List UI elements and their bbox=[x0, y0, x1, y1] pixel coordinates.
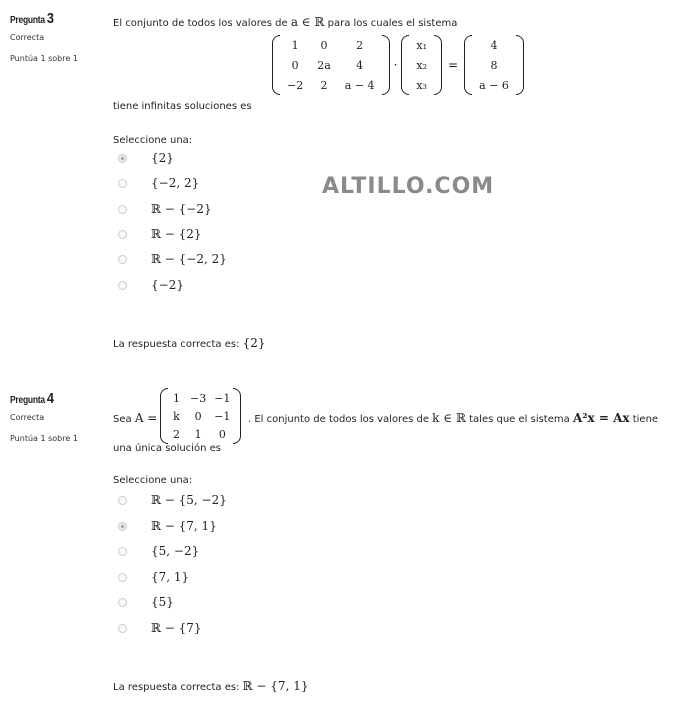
cell: −1 bbox=[214, 391, 231, 405]
option-label: ℝ − {7} bbox=[151, 621, 202, 635]
math: A²x = Ax bbox=[572, 411, 630, 425]
question-number bbox=[10, 10, 54, 27]
dot-operator: · bbox=[393, 58, 398, 72]
cell: 0 bbox=[320, 38, 328, 52]
radio-button[interactable] bbox=[118, 573, 127, 582]
cell: 1 bbox=[173, 391, 180, 405]
question-score: Puntúa 1 sobre 1 bbox=[10, 54, 78, 63]
text: tales que el sistema bbox=[465, 414, 573, 425]
cell: 4 bbox=[356, 58, 364, 72]
radio-button[interactable] bbox=[118, 154, 127, 163]
cell: x₁ bbox=[416, 38, 428, 52]
cell: −3 bbox=[190, 391, 207, 405]
radio-button[interactable] bbox=[118, 522, 127, 531]
question-text-start bbox=[113, 411, 157, 425]
answer-label: La respuesta correcta es: bbox=[113, 339, 243, 350]
cell: a − 4 bbox=[344, 78, 375, 92]
option[interactable] bbox=[116, 618, 202, 638]
cell: 0 bbox=[218, 427, 226, 441]
cell: 2 bbox=[320, 78, 328, 92]
matrix-A bbox=[160, 388, 241, 444]
cell: a − 6 bbox=[479, 78, 509, 92]
answer-value: ℝ − {7, 1} bbox=[242, 679, 309, 693]
cell: x₃ bbox=[416, 78, 428, 92]
left-paren bbox=[401, 35, 409, 95]
question-text bbox=[113, 15, 457, 29]
left-paren bbox=[464, 35, 472, 95]
question-status: Correcta bbox=[10, 413, 45, 422]
radio-button[interactable] bbox=[118, 547, 127, 556]
option-label: ℝ − {5, −2} bbox=[151, 493, 227, 507]
cell: 0 bbox=[291, 58, 299, 72]
cell: −2 bbox=[287, 78, 304, 92]
radio-button[interactable] bbox=[118, 598, 127, 607]
radio-button[interactable] bbox=[118, 255, 127, 264]
right-paren bbox=[516, 35, 524, 95]
matrix-coefficients bbox=[272, 35, 524, 95]
select-prompt: Seleccione una: bbox=[113, 135, 193, 146]
select-prompt: Seleccione una: bbox=[113, 475, 193, 486]
right-paren bbox=[233, 388, 241, 444]
cell: −1 bbox=[214, 409, 231, 423]
equals: = bbox=[448, 58, 459, 72]
question-text bbox=[248, 411, 658, 425]
option-label: ℝ − {−2, 2} bbox=[151, 252, 227, 266]
math: k ∈ ℝ bbox=[432, 411, 466, 425]
cell: 0 bbox=[194, 409, 202, 423]
question-num: 4 bbox=[46, 390, 54, 407]
option[interactable] bbox=[116, 567, 189, 587]
option-label: {5, −2} bbox=[151, 544, 200, 558]
left-paren bbox=[272, 35, 280, 95]
left-paren bbox=[160, 388, 168, 444]
cell: 8 bbox=[490, 58, 498, 72]
option-label: {2} bbox=[151, 151, 174, 165]
option[interactable] bbox=[116, 224, 202, 244]
radio-button[interactable] bbox=[118, 230, 127, 239]
radio-button[interactable] bbox=[118, 496, 127, 505]
question-text-end: tiene infinitas soluciones es bbox=[113, 101, 252, 112]
text: . El conjunto de todos los valores de bbox=[248, 414, 433, 425]
option[interactable] bbox=[116, 541, 199, 561]
math: A = bbox=[134, 411, 158, 425]
radio-button[interactable] bbox=[118, 624, 127, 633]
question-status: Correcta bbox=[10, 33, 45, 42]
question-score: Puntúa 1 sobre 1 bbox=[10, 434, 78, 443]
question-number bbox=[10, 390, 54, 407]
option-label: {5} bbox=[151, 595, 174, 609]
radio-button[interactable] bbox=[118, 205, 127, 214]
option[interactable] bbox=[116, 516, 217, 536]
answer-label: La respuesta correcta es: bbox=[113, 682, 243, 693]
math: a ∈ ℝ bbox=[290, 15, 325, 29]
text: El conjunto de todos los valores de bbox=[113, 18, 291, 29]
cell: 1 bbox=[194, 427, 202, 441]
radio-button[interactable] bbox=[118, 179, 127, 188]
option[interactable] bbox=[116, 199, 212, 219]
text: tiene bbox=[629, 414, 659, 425]
option[interactable] bbox=[116, 249, 227, 269]
right-paren bbox=[434, 35, 442, 95]
question-label: Pregunta bbox=[10, 15, 45, 26]
question-label: Pregunta bbox=[10, 395, 45, 406]
option-label: {7, 1} bbox=[151, 570, 190, 584]
correct-answer bbox=[113, 679, 308, 693]
cell: 2 bbox=[356, 38, 364, 52]
answer-value: {2} bbox=[242, 336, 266, 350]
watermark: ALTILLO.COM bbox=[322, 174, 495, 199]
correct-answer bbox=[113, 336, 266, 350]
text: Sea bbox=[113, 414, 135, 425]
option[interactable] bbox=[116, 148, 174, 168]
option[interactable] bbox=[116, 490, 227, 510]
option-label: ℝ − {−2} bbox=[151, 202, 212, 216]
option[interactable] bbox=[116, 275, 184, 295]
cell: k bbox=[173, 409, 180, 423]
option-label: ℝ − {2} bbox=[151, 227, 202, 241]
cell: 1 bbox=[291, 38, 299, 52]
option-label: ℝ − {7, 1} bbox=[151, 519, 217, 533]
cell: 2 bbox=[173, 427, 180, 441]
option-label: {−2, 2} bbox=[151, 176, 200, 190]
option[interactable] bbox=[116, 173, 199, 193]
question-text-end: una única solución es bbox=[113, 443, 221, 454]
option-label: {−2} bbox=[151, 278, 184, 292]
right-paren bbox=[382, 35, 390, 95]
question-num: 3 bbox=[46, 10, 54, 27]
cell: 4 bbox=[490, 38, 498, 52]
cell: 2a bbox=[317, 58, 331, 72]
cell: x₂ bbox=[416, 58, 428, 72]
radio-button[interactable] bbox=[118, 281, 127, 290]
text: para los cuales el sistema bbox=[324, 18, 458, 29]
option[interactable] bbox=[116, 592, 174, 612]
